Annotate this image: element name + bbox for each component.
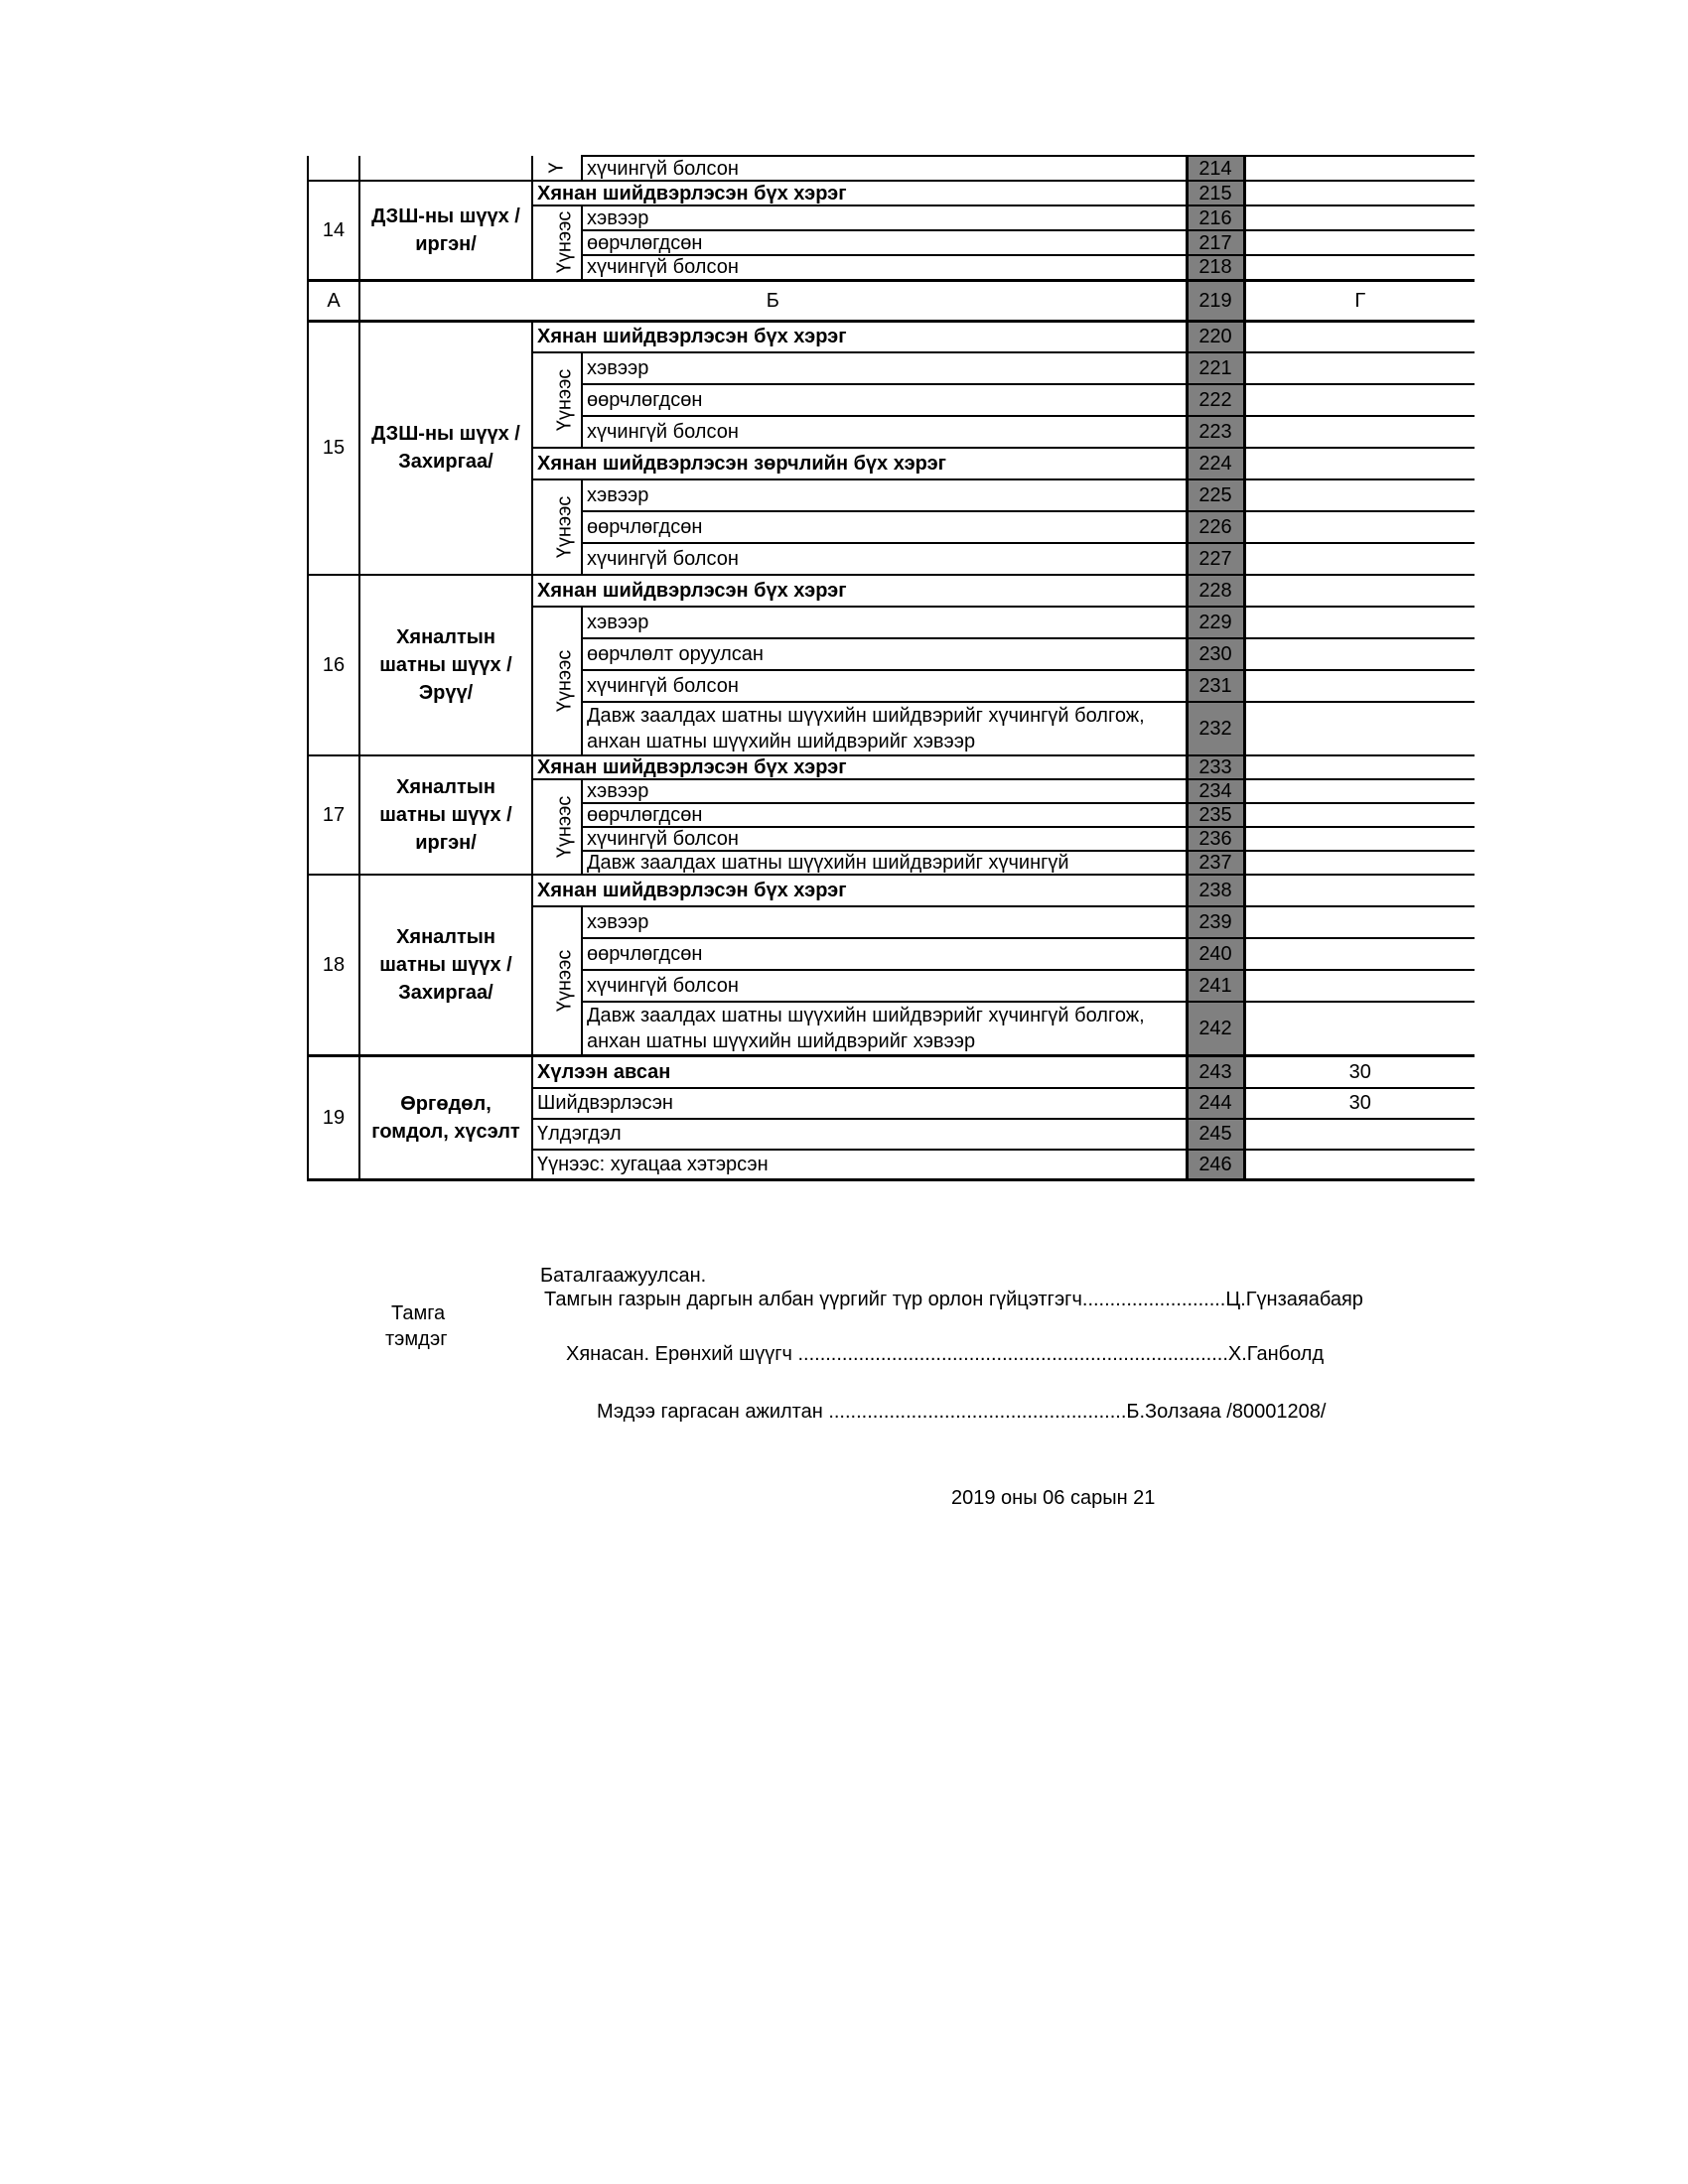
signature-line-1: Тамгын газрын даргын албан үүргийг түр орлон гүйцэтгэгч..........................Ц.Гүнзаяабаяр	[544, 1289, 1363, 1310]
approved-label: Баталгаажуулсан.	[540, 1265, 707, 1287]
side-label: Үүнээс	[553, 210, 576, 274]
column-letter-g: Г	[1244, 280, 1475, 321]
section-number: 14	[308, 181, 359, 280]
section-name: Өргөдөл, гомдол, хүсэлт	[359, 1056, 532, 1180]
row-code: 216	[1187, 205, 1244, 230]
row-code: 246	[1187, 1150, 1244, 1180]
side-label: Үүнээс	[553, 795, 576, 859]
row-label: хүчингүй болсон	[582, 416, 1187, 448]
table-row	[308, 1056, 1475, 1088]
section-number: 16	[308, 575, 359, 755]
row-label: Давж заалдах шатны шүүхийн шийдвэрийг хүчингүй	[582, 851, 1187, 875]
row-code: 221	[1187, 352, 1244, 384]
row-label: Хянан шийдвэрлэсэн бүх хэрэг	[532, 321, 1187, 352]
row-label: хүчингүй болсон	[582, 970, 1187, 1002]
row-value	[1244, 384, 1475, 416]
section-name: Хяналтын шатны шүүх /Эрүү/	[359, 575, 532, 755]
row-label: Давж заалдах шатны шүүхийн шийдвэрийг хүчингүй болгож, анхан шатны шүүхийн шийдвэрийг хэвээр	[582, 702, 1187, 755]
row-label: өөрчлөгдсөн	[582, 384, 1187, 416]
row-name-cell	[359, 156, 532, 181]
row-label: Шийдвэрлэсэн	[532, 1088, 1187, 1119]
side-label-cell	[532, 607, 582, 755]
column-letter-b: Б	[359, 280, 1187, 321]
row-label: Хүлээн авсан	[532, 1056, 1187, 1088]
section-name: Хяналтын шатны шүүх /Захиргаа/	[359, 875, 532, 1056]
row-label: хүчингүй болсон	[582, 156, 1187, 181]
row-code: 231	[1187, 670, 1244, 702]
row-value	[1244, 543, 1475, 575]
section-number: 17	[308, 755, 359, 875]
row-code: 226	[1187, 511, 1244, 543]
side-label-cell	[532, 352, 582, 448]
column-letter-a: А	[308, 280, 359, 321]
side-label-cell	[532, 906, 582, 1056]
row-label: өөрчлөгдсөн	[582, 803, 1187, 827]
row-value	[1244, 970, 1475, 1002]
row-value	[1244, 448, 1475, 479]
table-row	[308, 575, 1475, 607]
side-label-cell	[532, 156, 582, 181]
row-label: хүчингүй болсон	[582, 670, 1187, 702]
row-value	[1244, 230, 1475, 255]
section-name: ДЗШ-ны шүүх /иргэн/	[359, 181, 532, 280]
side-label: Үүнээс	[553, 368, 576, 432]
section-name: ДЗШ-ны шүүх /Захиргаа/	[359, 321, 532, 575]
row-value	[1244, 906, 1475, 938]
signature-line-2: Хянасан. Ерөнхий шүүгч ..............................................................................Х.Ганболд	[566, 1343, 1325, 1365]
row-value	[1244, 803, 1475, 827]
row-value	[1244, 321, 1475, 352]
row-label: өөрчлөлт оруулсан	[582, 638, 1187, 670]
row-value	[1244, 875, 1475, 906]
row-value	[1244, 156, 1475, 181]
row-code: 228	[1187, 575, 1244, 607]
section-name: Хяналтын шатны шүүх /иргэн/	[359, 755, 532, 875]
section-number: 15	[308, 321, 359, 575]
row-value	[1244, 638, 1475, 670]
row-label: хэвээр	[582, 607, 1187, 638]
row-label: өөрчлөгдсөн	[582, 230, 1187, 255]
row-code: 219	[1187, 280, 1244, 321]
row-value	[1244, 755, 1475, 779]
row-code: 244	[1187, 1088, 1244, 1119]
row-code: 220	[1187, 321, 1244, 352]
row-code: 235	[1187, 803, 1244, 827]
row-label: хэвээр	[582, 779, 1187, 803]
side-label: Үүнээс	[553, 649, 576, 713]
row-code: 222	[1187, 384, 1244, 416]
row-code: 218	[1187, 255, 1244, 280]
side-label-cell	[532, 479, 582, 575]
row-label: Үлдэгдэл	[532, 1119, 1187, 1150]
column-letters-row	[308, 280, 1475, 321]
row-code: 229	[1187, 607, 1244, 638]
row-label: өөрчлөгдсөн	[582, 938, 1187, 970]
row-code: 236	[1187, 827, 1244, 851]
row-label: Хянан шийдвэрлэсэн зөрчлийн бүх хэрэг	[532, 448, 1187, 479]
row-label: хэвээр	[582, 479, 1187, 511]
row-label: Хянан шийдвэрлэсэн бүх хэрэг	[532, 575, 1187, 607]
row-value: 30	[1244, 1056, 1475, 1088]
row-number-cell	[308, 156, 359, 181]
row-code: 214	[1187, 156, 1244, 181]
row-value	[1244, 851, 1475, 875]
row-code: 217	[1187, 230, 1244, 255]
row-code: 232	[1187, 702, 1244, 755]
row-code: 241	[1187, 970, 1244, 1002]
row-label: өөрчлөгдсөн	[582, 511, 1187, 543]
row-code: 225	[1187, 479, 1244, 511]
stamp-label-line2: тэмдэг	[385, 1328, 448, 1350]
report-date: 2019 оны 06 сарын 21	[951, 1487, 1156, 1509]
row-value	[1244, 255, 1475, 280]
row-value	[1244, 352, 1475, 384]
row-label: Хянан шийдвэрлэсэн бүх хэрэг	[532, 875, 1187, 906]
row-label: Хянан шийдвэрлэсэн бүх хэрэг	[532, 755, 1187, 779]
row-code: 215	[1187, 181, 1244, 205]
row-label: хүчингүй болсон	[582, 543, 1187, 575]
section-number: 19	[308, 1056, 359, 1180]
row-label: Давж заалдах шатны шүүхийн шийдвэрийг хүчингүй болгож, анхан шатны шүүхийн шийдвэрийг хэвээр	[582, 1002, 1187, 1056]
row-value	[1244, 1002, 1475, 1056]
row-value	[1244, 479, 1475, 511]
table-row	[308, 321, 1475, 352]
row-value	[1244, 670, 1475, 702]
row-value	[1244, 827, 1475, 851]
row-code: 230	[1187, 638, 1244, 670]
row-code: 227	[1187, 543, 1244, 575]
row-code: 237	[1187, 851, 1244, 875]
table-row	[308, 181, 1475, 205]
row-code: 240	[1187, 938, 1244, 970]
row-value: 30	[1244, 1088, 1475, 1119]
row-value	[1244, 1150, 1475, 1180]
report-table	[307, 155, 1475, 1181]
row-value	[1244, 575, 1475, 607]
row-code: 224	[1187, 448, 1244, 479]
row-label: хүчингүй болсон	[582, 827, 1187, 851]
row-code: 238	[1187, 875, 1244, 906]
row-value	[1244, 779, 1475, 803]
row-label: хэвээр	[582, 906, 1187, 938]
row-value	[1244, 205, 1475, 230]
row-value	[1244, 416, 1475, 448]
row-code: 242	[1187, 1002, 1244, 1056]
side-label: Ү	[546, 162, 568, 174]
row-label: хүчингүй болсон	[582, 255, 1187, 280]
row-value	[1244, 938, 1475, 970]
row-code: 234	[1187, 779, 1244, 803]
side-label-cell	[532, 205, 582, 280]
side-label: Үүнээс	[553, 949, 576, 1013]
table-row	[308, 755, 1475, 779]
row-code: 243	[1187, 1056, 1244, 1088]
row-code: 245	[1187, 1119, 1244, 1150]
row-value	[1244, 607, 1475, 638]
side-label: Үүнээс	[553, 495, 576, 559]
row-value	[1244, 1119, 1475, 1150]
row-label: Хянан шийдвэрлэсэн бүх хэрэг	[532, 181, 1187, 205]
row-code: 239	[1187, 906, 1244, 938]
row-value	[1244, 702, 1475, 755]
signature-line-3: Мэдээ гаргасан ажилтан ......................................................Б.Золзаяа /80001208/	[597, 1401, 1327, 1423]
row-value	[1244, 511, 1475, 543]
section-number: 18	[308, 875, 359, 1056]
row-code: 233	[1187, 755, 1244, 779]
side-label-cell	[532, 779, 582, 875]
row-label: хэвээр	[582, 205, 1187, 230]
row-value	[1244, 181, 1475, 205]
stamp-label-line1: Тамга	[391, 1302, 446, 1324]
table-row	[308, 156, 1475, 181]
row-label: хэвээр	[582, 352, 1187, 384]
row-code: 223	[1187, 416, 1244, 448]
table-row	[308, 875, 1475, 906]
row-label: Үүнээс: хугацаа хэтэрсэн	[532, 1150, 1187, 1180]
